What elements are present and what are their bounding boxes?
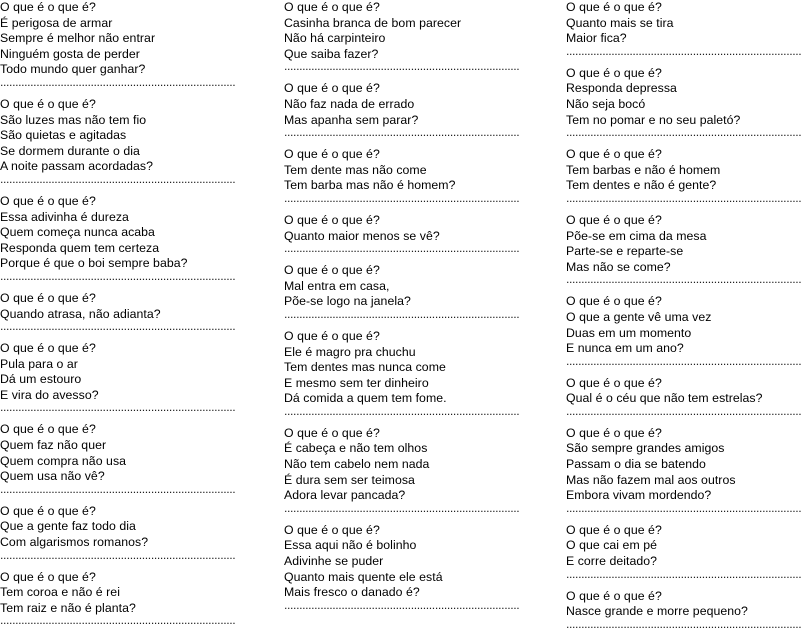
riddle-verse: Não tem cabelo nem nada: [284, 457, 430, 472]
riddle-verse: Casinha branca de bom parecer: [284, 15, 462, 30]
riddle-question: O que é o que é?: [566, 212, 662, 227]
riddle-verse: Essa adivinha é dureza: [0, 209, 129, 224]
answer-dotted-line[interactable]: ..............................................................................: [566, 275, 802, 286]
riddle-verse: Quem compra não usa: [0, 453, 127, 468]
riddle-verse: Qual é o céu que não tem estrelas?: [566, 391, 763, 406]
answer-dotted-line[interactable]: ..............................................................................: [566, 193, 802, 204]
riddle-question: O que é o que é?: [284, 147, 380, 162]
riddle-verse: Duas em um momento: [566, 325, 692, 340]
riddle-verse: Ele é magro pra chuchu: [284, 344, 416, 359]
answer-dotted-line[interactable]: ..............................................................................: [284, 128, 520, 139]
riddle-question: O que é o que é?: [566, 588, 662, 603]
riddle-question: O que é o que é?: [0, 569, 96, 584]
riddle-verse: Tem barba mas não é homem?: [284, 178, 456, 193]
riddle-question: O que é o que é?: [566, 522, 662, 537]
riddle-block: [566, 213, 808, 285]
answer-dotted-line[interactable]: ..............................................................................: [0, 271, 236, 282]
riddle-block: [284, 213, 564, 254]
riddle-block: [566, 66, 808, 138]
riddle-block: [0, 97, 282, 185]
riddle-verse: Tem dentes e não é gente?: [566, 178, 717, 193]
riddle-verse: Quanto mais se tira: [566, 15, 674, 30]
riddle-block: [284, 523, 564, 611]
riddle-verse: São luzes mas não tem fio: [0, 112, 147, 127]
riddle-verse: Mas não fazem mal aos outros: [566, 472, 736, 487]
riddle-question: O que é o que é?: [566, 65, 662, 80]
riddle-question: O que é o que é?: [284, 212, 380, 227]
riddle-verse: Mais fresco o danado é?: [284, 585, 420, 600]
riddle-verse: E mesmo sem ter dinheiro: [284, 375, 429, 390]
riddle-question: O que é o que é?: [566, 425, 662, 440]
riddle-block: [284, 263, 564, 320]
riddle-question: O que é o que é?: [566, 147, 662, 162]
riddle-verse: Porque é que o boi sempre baba?: [0, 256, 188, 271]
riddle-verse: Maior fica?: [566, 31, 627, 46]
riddle-verse: Tem no pomar e no seu paletó?: [566, 112, 741, 127]
riddle-block: [566, 426, 808, 514]
riddle-block: [566, 589, 808, 630]
answer-dotted-line[interactable]: ..............................................................................: [0, 322, 236, 333]
answer-dotted-line[interactable]: ..............................................................................: [566, 406, 802, 417]
riddle-verse: Que saiba fazer?: [284, 46, 379, 61]
answer-dotted-line[interactable]: ..............................................................................: [0, 77, 236, 88]
riddle-verse: São sempre grandes amigos: [566, 441, 725, 456]
answer-dotted-line[interactable]: ..............................................................................: [566, 503, 802, 514]
answer-dotted-line[interactable]: ..............................................................................: [284, 503, 520, 514]
riddle-verse: Não seja bocó: [566, 96, 646, 111]
riddle-block: [284, 329, 564, 417]
riddle-verse: O que cai em pé: [566, 538, 657, 553]
riddle-verse: Essa aqui não é bolinho: [284, 538, 417, 553]
answer-dotted-line[interactable]: ..............................................................................: [0, 403, 236, 414]
riddle-verse: Que a gente faz todo dia: [0, 519, 136, 534]
riddle-question: O que é o que é?: [284, 425, 380, 440]
riddle-verse: Tem dente mas não come: [284, 162, 427, 177]
riddle-verse: Passam o dia se batendo: [566, 457, 706, 472]
riddle-block: [566, 523, 808, 580]
riddle-question: O que é o que é?: [566, 0, 662, 14]
answer-dotted-line[interactable]: ..............................................................................: [566, 128, 802, 139]
riddle-verse: Responda quem tem certeza: [0, 240, 160, 255]
answer-dotted-line[interactable]: ..............................................................................: [284, 244, 520, 255]
riddle-block: [284, 426, 564, 514]
answer-dotted-line[interactable]: ..............................................................................: [284, 62, 520, 73]
riddle-verse: Põe-se logo na janela?: [284, 294, 411, 309]
riddle-verse: Quanto mais quente ele está: [284, 569, 443, 584]
riddle-verse: Quem faz não quer: [0, 438, 107, 453]
answer-dotted-line[interactable]: ..............................................................................: [0, 484, 236, 495]
riddle-verse: Todo mundo quer ganhar?: [0, 62, 146, 77]
riddle-block: [0, 504, 282, 561]
answer-dotted-line[interactable]: ..............................................................................: [284, 309, 520, 320]
riddle-block: [0, 291, 282, 332]
riddle-verse: Mas não se come?: [566, 259, 671, 274]
riddle-verse: Sempre é melhor não entrar: [0, 31, 156, 46]
riddle-verse: Dá um estouro: [0, 372, 82, 387]
column-right: [564, 0, 808, 639]
answer-dotted-line[interactable]: ..............................................................................: [284, 600, 520, 611]
riddle-verse: Parte-se e reparte-se: [566, 244, 684, 259]
column-middle: [282, 0, 564, 639]
riddle-question: O que é o que é?: [0, 193, 96, 208]
riddle-verse: É perigosa de armar: [0, 15, 113, 30]
riddle-verse: Responda depressa: [566, 81, 677, 96]
answer-dotted-line[interactable]: ..............................................................................: [0, 550, 236, 561]
riddle-block: [566, 294, 808, 366]
riddle-question: O que é o que é?: [0, 422, 96, 437]
riddle-verse: E corre deitado?: [566, 554, 658, 569]
riddle-verse: A noite passam acordadas?: [0, 159, 154, 174]
column-left: [0, 0, 282, 639]
riddle-verse: Com algarismos romanos?: [0, 535, 149, 550]
riddle-verse: Pula para o ar: [0, 356, 78, 371]
riddle-question: O que é o que é?: [284, 328, 380, 343]
riddle-verse: Quanto maior menos se vê?: [284, 228, 440, 243]
answer-dotted-line[interactable]: ..............................................................................: [0, 616, 236, 627]
riddle-verse: Tem barbas e não é homem: [566, 162, 721, 177]
riddle-block: [566, 147, 808, 204]
riddle-block: [284, 81, 564, 138]
riddle-question: O que é o que é?: [284, 81, 380, 96]
riddle-verse: Tem dentes mas nunca come: [284, 360, 446, 375]
answer-dotted-line[interactable]: ..............................................................................: [284, 193, 520, 204]
riddle-question: O que é o que é?: [566, 375, 662, 390]
riddle-verse: É dura sem ser teimosa: [284, 472, 415, 487]
riddle-verse: Quem começa nunca acaba: [0, 225, 155, 240]
riddle-block: [0, 341, 282, 413]
riddle-verse: Adivinhe se puder: [284, 554, 384, 569]
riddle-block: [0, 570, 282, 627]
riddle-verse: Não faz nada de errado: [284, 96, 415, 111]
riddle-question: O que é o que é?: [0, 503, 96, 518]
riddle-verse: O que a gente vê uma vez: [566, 309, 712, 324]
answer-dotted-line[interactable]: ..............................................................................: [566, 569, 802, 580]
riddle-verse: Tem raiz e não é planta?: [0, 600, 136, 615]
riddle-block: [284, 0, 564, 72]
riddle-question: O que é o que é?: [0, 341, 96, 356]
riddle-block: [0, 0, 282, 88]
answer-dotted-line[interactable]: ..............................................................................: [566, 46, 802, 57]
riddle-verse: E vira do avesso?: [0, 387, 99, 402]
riddle-block: [0, 422, 282, 494]
riddle-question: O que é o que é?: [0, 96, 96, 111]
riddle-verse: Embora vivam mordendo?: [566, 488, 712, 503]
answer-dotted-line[interactable]: ..............................................................................: [566, 356, 802, 367]
riddle-block: [566, 0, 808, 57]
riddle-question: O que é o que é?: [0, 290, 96, 305]
riddle-verse: Mas apanha sem parar?: [284, 112, 419, 127]
riddle-verse: Tem coroa e não é rei: [0, 585, 120, 600]
riddle-question: O que é o que é?: [284, 522, 380, 537]
riddle-verse: E nunca em um ano?: [566, 341, 684, 356]
riddle-question: O que é o que é?: [284, 263, 380, 278]
answer-dotted-line[interactable]: ..............................................................................: [284, 406, 520, 417]
riddle-question: O que é o que é?: [566, 294, 662, 309]
riddle-block: [0, 194, 282, 282]
riddle-verse: É cabeça e não tem olhos: [284, 441, 428, 456]
riddle-block: [284, 147, 564, 204]
riddle-verse: Mal entra em casa,: [284, 278, 390, 293]
riddle-verse: São quietas e agitadas: [0, 128, 127, 143]
riddle-question: O que é o que é?: [0, 0, 96, 14]
answer-dotted-line[interactable]: ..............................................................................: [0, 174, 236, 185]
riddle-verse: Quando atrasa, não adianta?: [0, 306, 161, 321]
riddle-verse: Dá comida a quem tem fome.: [284, 391, 447, 406]
riddle-verse: Se dormem durante o dia: [0, 143, 140, 158]
riddle-verse: Não há carpinteiro: [284, 31, 386, 46]
riddle-verse: Adora levar pancada?: [284, 488, 406, 503]
riddle-question: O que é o que é?: [284, 0, 380, 14]
riddle-verse: Nasce grande e morre pequeno?: [566, 604, 748, 619]
answer-dotted-line[interactable]: ..............................................................................: [566, 619, 802, 630]
riddle-verse: Põe-se em cima da mesa: [566, 228, 707, 243]
riddle-block: [566, 376, 808, 417]
riddle-verse: Ninguém gosta de perder: [0, 46, 140, 61]
riddle-verse: Quem usa não vê?: [0, 469, 105, 484]
